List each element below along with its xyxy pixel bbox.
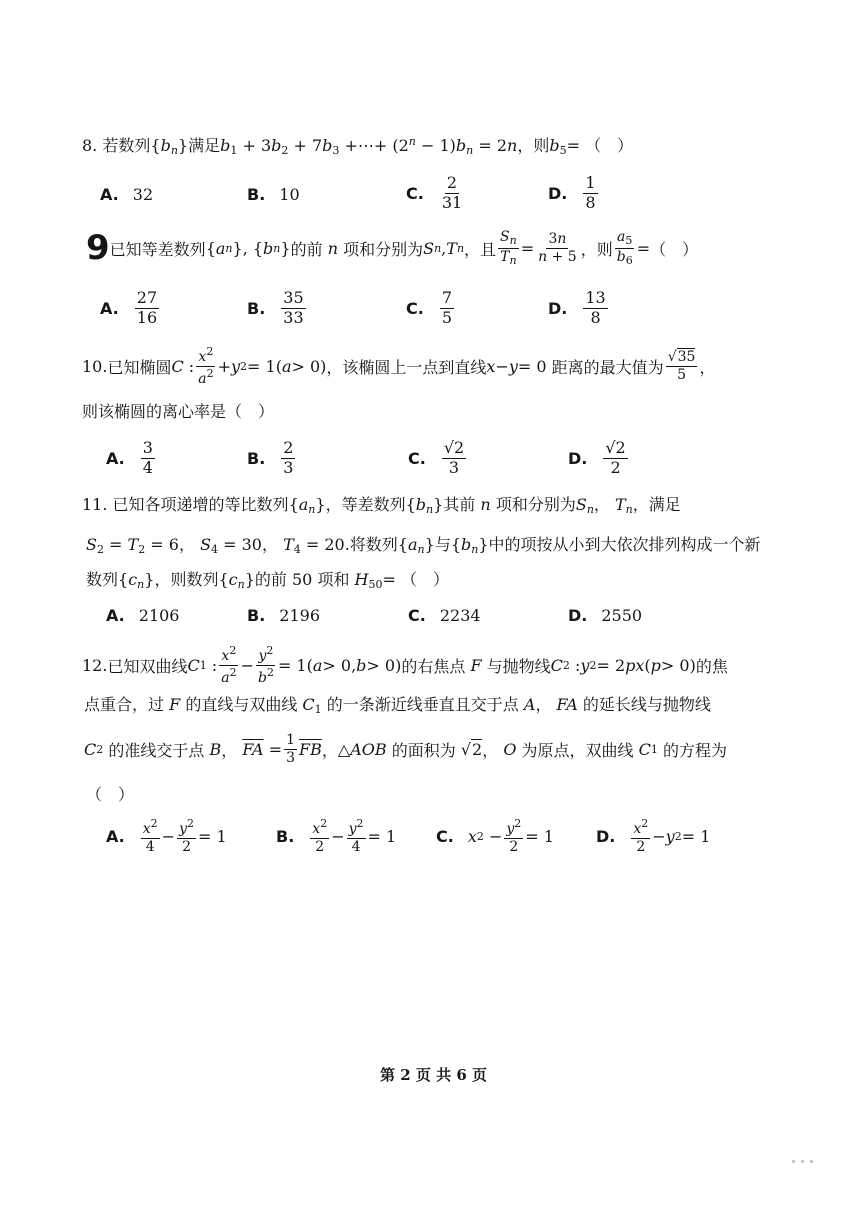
- question-12-line3: C 2 的准线交于点 B ， $\overline{FA}$ = $\frac{1}{3}$ $\overline{FB}$ ， △ AOB 的面积为 √ 2 ， O 为原点，双曲线 C 1 的方程为: [84, 732, 728, 766]
- fraction: $\frac{27}{16}$: [136, 288, 158, 327]
- fraction: $\frac{y^2}{b^2}$: [257, 644, 274, 686]
- fraction: $\frac{S_n}{T_n}$: [500, 228, 517, 267]
- fraction: $\frac{x^2}{a^2}$: [198, 345, 214, 387]
- question-number: 9: [86, 228, 110, 268]
- q8-option-a[interactable]: A. 32: [100, 185, 154, 204]
- question-10-stem: 10. 已知椭圆 C : $\frac{x^2}{a^2}$ + y 2 = 1( a > 0) ，该椭圆上一点到直线 x − y = 0 距离的最大值为 $\frac{√35}{5}$ ，: [82, 345, 716, 387]
- question-11-line2: $S_2 = T_2 = 6$， $S_4 = 30$， $T_4 = 20$.将数列$\{a_n\}$与$\{b_n\}$中的项按从小到大依次排列构成一个新: [86, 535, 761, 556]
- fraction: $\frac{13}{8}$: [585, 288, 606, 327]
- q8-option-d[interactable]: D. $\frac{1}{8}$: [548, 173, 596, 212]
- fraction: $\frac{3}{4}$: [142, 438, 153, 477]
- fraction: $\frac{a_5}{b_6}$: [616, 228, 633, 267]
- fraction: $\frac{x^2}{a^2}$: [221, 644, 237, 686]
- fraction: $\frac{1}{8}$: [585, 173, 596, 212]
- q10-option-c[interactable]: C. $\frac{√2}{3}$: [408, 438, 465, 477]
- question-number: 12.: [82, 655, 108, 675]
- fraction: $\frac{√2}{3}$: [443, 438, 465, 477]
- fraction: $\frac{35}{33}$: [283, 288, 304, 327]
- q12-option-b[interactable]: B. $\frac{x^2}{2}$ − $\frac{y^2}{4}$ = 1: [276, 817, 397, 855]
- question-11-line3: 数列$\{c_n\}$，则数列$\{c_n\}$的前 50 项和 $H_{50}=$ （ ）: [86, 570, 450, 591]
- fraction: $\frac{x^2}{2}$: [633, 817, 649, 855]
- fraction: $\frac{3n}{n + 5}$: [538, 230, 577, 265]
- q11-option-a[interactable]: A. 2106: [106, 606, 180, 625]
- question-number: 10.: [82, 356, 108, 376]
- page-footer: 第 2 页 共 6 页: [380, 1066, 487, 1084]
- q9-option-b[interactable]: B. $\frac{35}{33}$: [247, 288, 304, 327]
- fraction: $\frac{2}{31}$: [441, 173, 463, 212]
- fraction: $\frac{y^2}{2}$: [179, 817, 194, 855]
- q9-option-a[interactable]: A. $\frac{27}{16}$: [100, 288, 158, 327]
- question-number: 8.: [82, 136, 98, 155]
- fraction: $\frac{√2}{2}$: [605, 438, 626, 477]
- question-8-stem: 8. 若数列$\{b_n\}$满足$b_1 + 3b_2 + 7b_3$ +⋯+ $(2^n - 1)b_n = 2n$，则$b_5=$ （ ）: [82, 135, 634, 157]
- q12-option-d[interactable]: D. $\frac{x^2}{2}$ − y 2 = 1: [596, 817, 711, 855]
- question-11-stem: 11. 已知各项递增的等比数列$\{a_n\}$，等差数列$\{b_n\}$其前 n 项和分别为$S_n$， $T_n$，满足: [82, 495, 681, 516]
- question-12-stem: 12. 已知双曲线 C 1 : $\frac{x^2}{a^2}$ − $\frac{y^2}{b^2}$ = 1( a > 0, b > 0) 的右焦点 F 与抛物线 C 2 : y 2 = 2 px ( p > 0) 的焦: [82, 644, 728, 686]
- q8-option-c[interactable]: C. $\frac{2}{31}$: [406, 173, 463, 212]
- q10-option-d[interactable]: D. $\frac{√2}{2}$: [568, 438, 626, 477]
- question-number: 11.: [82, 495, 108, 514]
- fraction: $\frac{1}{3}$: [286, 732, 296, 766]
- q9-option-c[interactable]: C. $\frac{7}{5}$: [406, 288, 453, 327]
- fraction: $\frac{y^2}{4}$: [348, 817, 364, 855]
- answer-paren: （ ）: [650, 239, 699, 259]
- fraction: $\frac{y^2}{2}$: [506, 817, 522, 855]
- answer-paren: （ ）: [585, 136, 634, 155]
- question-9-stem: 9 已知等差数列 { a n }, { b n } 的前 n 项和分别为 S n , T n ，且 $\frac{S_n}{T_n}$ = $\frac{3n}{n + 5}$ ，则 $\frac{a_5}{b_6}$ = （ ）: [86, 228, 699, 268]
- fraction: $\frac{x^2}{2}$: [312, 817, 328, 855]
- q9-option-d[interactable]: D. $\frac{13}{8}$: [548, 288, 606, 327]
- question-10-line2: 则该椭圆的离心率是（ ）: [82, 402, 275, 421]
- fraction: $\frac{√35}{5}$: [667, 349, 696, 383]
- question-12-line2: 点重合，过 F 的直线与双曲线 $C_1$ 的一条渐近线垂直且交于点 A， FA 的延长线与抛物线: [84, 695, 711, 716]
- fraction: $\frac{7}{5}$: [441, 288, 453, 327]
- q8-option-b[interactable]: B. 10: [247, 185, 300, 204]
- fraction: $\frac{2}{3}$: [283, 438, 294, 477]
- q12-option-c[interactable]: C. x 2 − $\frac{y^2}{2}$ = 1: [436, 817, 554, 855]
- q11-option-b[interactable]: B. 2196: [247, 606, 320, 625]
- q11-option-d[interactable]: D. 2550: [568, 606, 643, 625]
- scan-specks: [792, 1148, 822, 1156]
- q12-option-a[interactable]: A. $\frac{x^2}{4}$ − $\frac{y^2}{2}$ = 1: [106, 817, 227, 855]
- q11-option-c[interactable]: C. 2234: [408, 606, 481, 625]
- q10-option-a[interactable]: A. $\frac{3}{4}$: [106, 438, 153, 477]
- answer-paren: （ ）: [401, 570, 450, 589]
- fraction: $\frac{x^2}{4}$: [142, 817, 158, 855]
- answer-paren: （ ）: [86, 785, 135, 804]
- q10-option-b[interactable]: B. $\frac{2}{3}$: [247, 438, 294, 477]
